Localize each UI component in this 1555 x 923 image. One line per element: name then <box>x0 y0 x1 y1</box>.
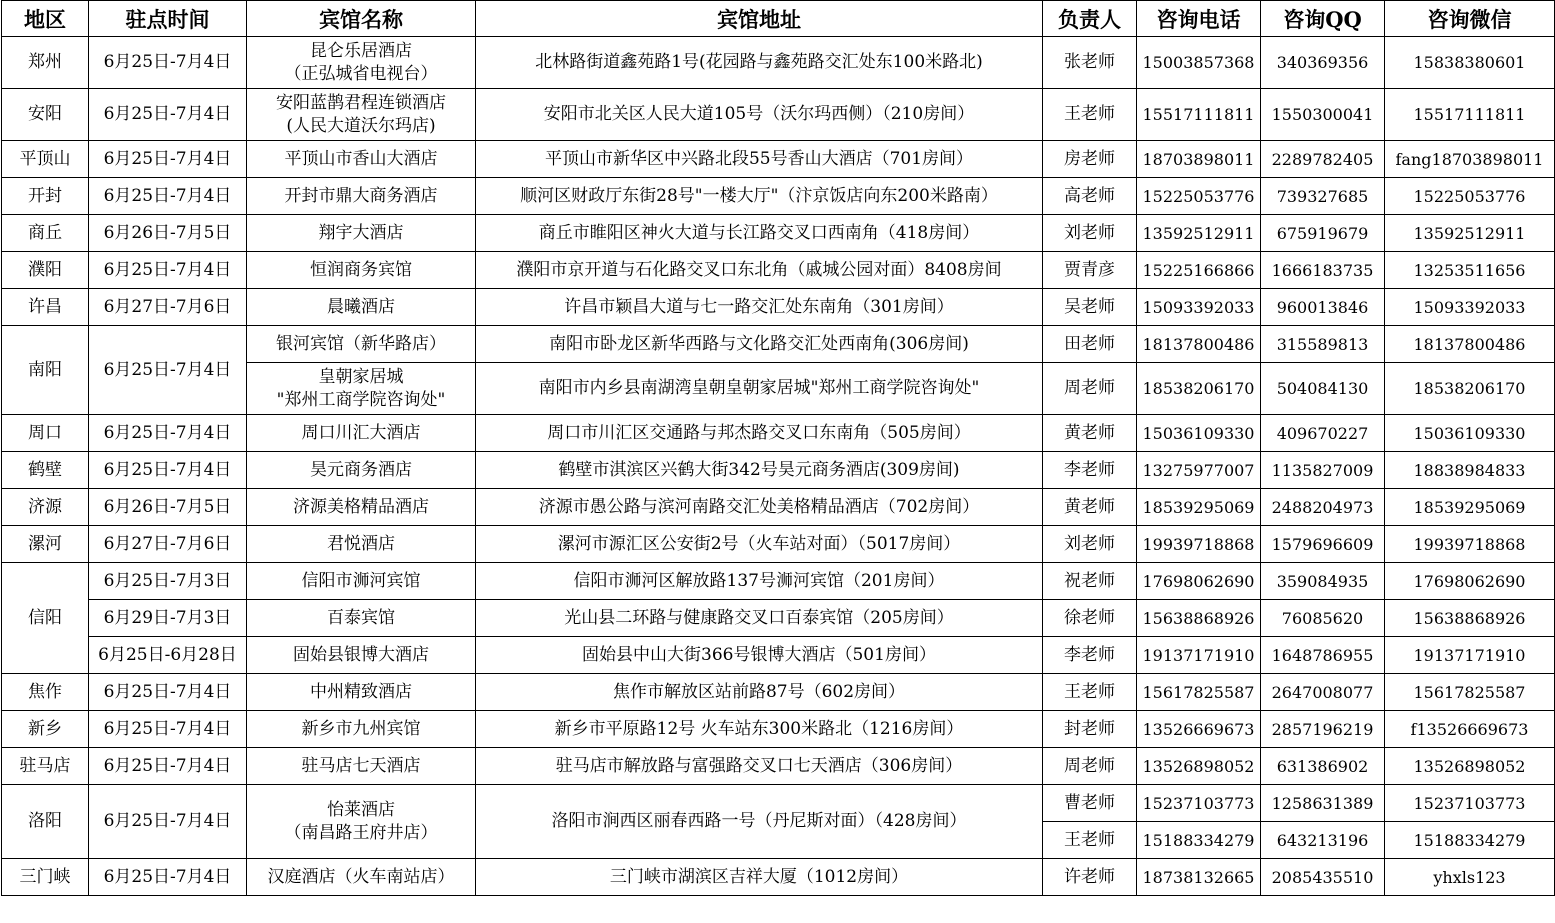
person-cell: 房老师 <box>1043 141 1137 178</box>
address-cell: 漯河市源汇区公安街2号（火车站对面）（5017房间） <box>476 526 1043 563</box>
hotel-contact-table <box>1 0 1555 896</box>
person-cell: 张老师 <box>1043 37 1137 89</box>
header-time: 驻点时间 <box>89 1 247 37</box>
hotel-cell: 汉庭酒店（火车南站店） <box>247 859 476 896</box>
hotel-cell: 驻马店七天酒店 <box>247 748 476 785</box>
time-cell: 6月26日-7月5日 <box>89 489 247 526</box>
person-cell: 周老师 <box>1043 748 1137 785</box>
phone-cell: 18703898011 <box>1137 141 1261 178</box>
address-cell: 新乡市平原路12号 火车站东300米路北（1216房间） <box>476 711 1043 748</box>
person-cell: 黄老师 <box>1043 415 1137 452</box>
hotel-cell: 开封市鼎大商务酒店 <box>247 178 476 215</box>
table-row <box>2 141 1555 178</box>
hotel-line: （南昌路王府井店） <box>284 822 438 843</box>
time-cell: 6月25日-7月4日 <box>89 674 247 711</box>
hotel-line: （正弘城省电视台） <box>284 63 438 84</box>
address-cell: 洛阳市涧西区丽春西路一号（丹尼斯对面）（428房间） <box>476 785 1043 859</box>
header-wechat: 咨询微信 <box>1385 1 1555 37</box>
person-cell: 祝老师 <box>1043 563 1137 600</box>
time-cell: 6月25日-6月28日 <box>89 637 247 674</box>
person-cell: 许老师 <box>1043 859 1137 896</box>
qq-cell: 2289782405 <box>1261 141 1385 178</box>
wechat-cell: 18538206170 <box>1385 363 1555 415</box>
qq-cell: 643213196 <box>1261 822 1385 859</box>
person-cell: 李老师 <box>1043 637 1137 674</box>
person-cell: 吴老师 <box>1043 289 1137 326</box>
time-cell: 6月25日-7月4日 <box>89 452 247 489</box>
wechat-cell: 15517111811 <box>1385 89 1555 141</box>
table-row <box>2 289 1555 326</box>
hotel-line: 昆仑乐居酒店 <box>310 40 412 61</box>
hotel-cell: 君悦酒店 <box>247 526 476 563</box>
wechat-cell: 18838984833 <box>1385 452 1555 489</box>
hotel-cell: 平顶山市香山大酒店 <box>247 141 476 178</box>
qq-cell: 2857196219 <box>1261 711 1385 748</box>
table-row <box>2 526 1555 563</box>
phone-cell: 17698062690 <box>1137 563 1261 600</box>
phone-cell: 15036109330 <box>1137 415 1261 452</box>
region-cell: 周口 <box>2 415 89 452</box>
time-cell: 6月25日-7月4日 <box>89 415 247 452</box>
person-cell: 曹老师 <box>1043 785 1137 822</box>
header-region: 地区 <box>2 1 89 37</box>
qq-cell: 960013846 <box>1261 289 1385 326</box>
region-cell: 漯河 <box>2 526 89 563</box>
phone-cell: 19939718868 <box>1137 526 1261 563</box>
phone-cell: 13275977007 <box>1137 452 1261 489</box>
person-cell: 周老师 <box>1043 363 1137 415</box>
address-cell: 安阳市北关区人民大道105号（沃尔玛西侧）（210房间） <box>476 89 1043 141</box>
person-cell: 王老师 <box>1043 822 1137 859</box>
region-cell: 濮阳 <box>2 252 89 289</box>
qq-cell: 2085435510 <box>1261 859 1385 896</box>
table-row <box>2 326 1555 363</box>
phone-cell: 15638868926 <box>1137 600 1261 637</box>
phone-cell: 15225166866 <box>1137 252 1261 289</box>
wechat-cell: fang18703898011 <box>1385 141 1555 178</box>
phone-cell: 18738132665 <box>1137 859 1261 896</box>
hotel-cell <box>247 89 476 141</box>
time-cell: 6月25日-7月4日 <box>89 141 247 178</box>
hotel-line: (人民大道沃尔玛店) <box>286 115 436 136</box>
region-cell: 南阳 <box>2 326 89 415</box>
wechat-cell: 13592512911 <box>1385 215 1555 252</box>
time-cell: 6月26日-7月5日 <box>89 215 247 252</box>
time-cell: 6月25日-7月4日 <box>89 326 247 415</box>
region-cell: 信阳 <box>2 563 89 674</box>
person-cell: 黄老师 <box>1043 489 1137 526</box>
table-row <box>2 178 1555 215</box>
wechat-cell: 15617825587 <box>1385 674 1555 711</box>
address-cell: 许昌市颖昌大道与七一路交汇处东南角（301房间） <box>476 289 1043 326</box>
person-cell: 高老师 <box>1043 178 1137 215</box>
address-cell: 济源市愚公路与滨河南路交汇处美格精品酒店（702房间） <box>476 489 1043 526</box>
hotel-line: 怡莱酒店 <box>327 799 395 820</box>
table-row <box>2 37 1555 89</box>
wechat-cell: 18137800486 <box>1385 326 1555 363</box>
hotel-cell: 百泰宾馆 <box>247 600 476 637</box>
qq-cell: 1135827009 <box>1261 452 1385 489</box>
wechat-cell: yhxls123 <box>1385 859 1555 896</box>
time-cell: 6月27日-7月6日 <box>89 289 247 326</box>
time-cell: 6月25日-7月4日 <box>89 785 247 859</box>
phone-cell: 15617825587 <box>1137 674 1261 711</box>
header-hotel-name: 宾馆名称 <box>247 1 476 37</box>
hotel-cell: 周口川汇大酒店 <box>247 415 476 452</box>
table-row <box>2 452 1555 489</box>
wechat-cell: 15638868926 <box>1385 600 1555 637</box>
address-cell: 濮阳市京开道与石化路交叉口东北角（戚城公园对面）8408房间 <box>476 252 1043 289</box>
region-cell: 新乡 <box>2 711 89 748</box>
wechat-cell: 18539295069 <box>1385 489 1555 526</box>
qq-cell: 2488204973 <box>1261 489 1385 526</box>
time-cell: 6月25日-7月4日 <box>89 711 247 748</box>
region-cell: 开封 <box>2 178 89 215</box>
time-cell: 6月25日-7月4日 <box>89 252 247 289</box>
qq-cell: 1648786955 <box>1261 637 1385 674</box>
qq-cell: 631386902 <box>1261 748 1385 785</box>
address-cell: 平顶山市新华区中兴路北段55号香山大酒店（701房间） <box>476 141 1043 178</box>
wechat-cell: 15036109330 <box>1385 415 1555 452</box>
wechat-cell: 17698062690 <box>1385 563 1555 600</box>
wechat-cell: 13526898052 <box>1385 748 1555 785</box>
time-cell: 6月25日-7月4日 <box>89 178 247 215</box>
person-cell: 刘老师 <box>1043 215 1137 252</box>
address-cell: 三门峡市湖滨区吉祥大厦（1012房间） <box>476 859 1043 896</box>
header-person: 负责人 <box>1043 1 1137 37</box>
table-row <box>2 89 1555 141</box>
address-cell: 驻马店市解放路与富强路交叉口七天酒店（306房间） <box>476 748 1043 785</box>
qq-cell: 739327685 <box>1261 178 1385 215</box>
region-cell: 许昌 <box>2 289 89 326</box>
table-row <box>2 415 1555 452</box>
wechat-cell: 15225053776 <box>1385 178 1555 215</box>
region-cell: 安阳 <box>2 89 89 141</box>
qq-cell: 1579696609 <box>1261 526 1385 563</box>
phone-cell: 13526898052 <box>1137 748 1261 785</box>
wechat-cell: 15237103773 <box>1385 785 1555 822</box>
region-cell: 郑州 <box>2 37 89 89</box>
qq-cell: 359084935 <box>1261 563 1385 600</box>
hotel-cell: 济源美格精品酒店 <box>247 489 476 526</box>
qq-cell: 675919679 <box>1261 215 1385 252</box>
table-row <box>2 674 1555 711</box>
phone-cell: 15225053776 <box>1137 178 1261 215</box>
hotel-cell: 固始县银博大酒店 <box>247 637 476 674</box>
phone-cell: 18538206170 <box>1137 363 1261 415</box>
person-cell: 李老师 <box>1043 452 1137 489</box>
header-qq: 咨询QQ <box>1261 1 1385 37</box>
address-cell: 南阳市卧龙区新华西路与文化路交汇处西南角(306房间) <box>476 326 1043 363</box>
time-cell: 6月25日-7月4日 <box>89 89 247 141</box>
address-cell: 鹤壁市淇滨区兴鹤大街342号昊元商务酒店(309房间) <box>476 452 1043 489</box>
hotel-cell: 信阳市浉河宾馆 <box>247 563 476 600</box>
table-row <box>2 489 1555 526</box>
time-cell: 6月29日-7月3日 <box>89 600 247 637</box>
table-row <box>2 600 1555 637</box>
table-row <box>2 748 1555 785</box>
region-cell: 平顶山 <box>2 141 89 178</box>
time-cell: 6月25日-7月3日 <box>89 563 247 600</box>
hotel-cell: 银河宾馆（新华路店） <box>247 326 476 363</box>
person-cell: 徐老师 <box>1043 600 1137 637</box>
phone-cell: 19137171910 <box>1137 637 1261 674</box>
region-cell: 焦作 <box>2 674 89 711</box>
phone-cell: 15188334279 <box>1137 822 1261 859</box>
wechat-cell: 15188334279 <box>1385 822 1555 859</box>
qq-cell: 315589813 <box>1261 326 1385 363</box>
person-cell: 封老师 <box>1043 711 1137 748</box>
phone-cell: 15517111811 <box>1137 89 1261 141</box>
phone-cell: 15237103773 <box>1137 785 1261 822</box>
wechat-cell: 13253511656 <box>1385 252 1555 289</box>
hotel-cell: 中州精致酒店 <box>247 674 476 711</box>
header-row <box>2 1 1555 37</box>
region-cell: 驻马店 <box>2 748 89 785</box>
address-cell: 焦作市解放区站前路87号（602房间） <box>476 674 1043 711</box>
table-row <box>2 252 1555 289</box>
table-row <box>2 563 1555 600</box>
hotel-cell: 恒润商务宾馆 <box>247 252 476 289</box>
region-cell: 三门峡 <box>2 859 89 896</box>
qq-cell: 340369356 <box>1261 37 1385 89</box>
qq-cell: 2647008077 <box>1261 674 1385 711</box>
address-cell: 信阳市浉河区解放路137号浉河宾馆（201房间） <box>476 563 1043 600</box>
phone-cell: 15003857368 <box>1137 37 1261 89</box>
hotel-cell: 新乡市九州宾馆 <box>247 711 476 748</box>
phone-cell: 15093392033 <box>1137 289 1261 326</box>
qq-cell: 1666183735 <box>1261 252 1385 289</box>
person-cell: 王老师 <box>1043 89 1137 141</box>
phone-cell: 13592512911 <box>1137 215 1261 252</box>
phone-cell: 13526669673 <box>1137 711 1261 748</box>
wechat-cell: f13526669673 <box>1385 711 1555 748</box>
hotel-cell: 翔宇大酒店 <box>247 215 476 252</box>
qq-cell: 409670227 <box>1261 415 1385 452</box>
qq-cell: 504084130 <box>1261 363 1385 415</box>
phone-cell: 18539295069 <box>1137 489 1261 526</box>
address-cell: 商丘市睢阳区神火大道与长江路交叉口西南角（418房间） <box>476 215 1043 252</box>
address-cell: 光山县二环路与健康路交叉口百泰宾馆（205房间） <box>476 600 1043 637</box>
table-row <box>2 215 1555 252</box>
time-cell: 6月25日-7月4日 <box>89 37 247 89</box>
region-cell: 鹤壁 <box>2 452 89 489</box>
table-row <box>2 711 1555 748</box>
qq-cell: 1550300041 <box>1261 89 1385 141</box>
hotel-cell: 晨曦酒店 <box>247 289 476 326</box>
wechat-cell: 19939718868 <box>1385 526 1555 563</box>
hotel-cell <box>247 363 476 415</box>
phone-cell: 18137800486 <box>1137 326 1261 363</box>
person-cell: 刘老师 <box>1043 526 1137 563</box>
table-row <box>2 785 1555 822</box>
time-cell: 6月25日-7月4日 <box>89 859 247 896</box>
person-cell: 王老师 <box>1043 674 1137 711</box>
address-cell: 顺河区财政厅东街28号"一楼大厅"（汴京饭店向东200米路南） <box>476 178 1043 215</box>
person-cell: 贾青彦 <box>1043 252 1137 289</box>
header-phone: 咨询电话 <box>1137 1 1261 37</box>
hotel-line: 皇朝家居城 <box>318 366 404 387</box>
wechat-cell: 19137171910 <box>1385 637 1555 674</box>
address-cell: 北林路街道鑫苑路1号(花园路与鑫苑路交汇处东100米路北) <box>476 37 1043 89</box>
wechat-cell: 15838380601 <box>1385 37 1555 89</box>
table-row <box>2 859 1555 896</box>
address-cell: 南阳市内乡县南湖湾皇朝皇朝家居城"郑州工商学院咨询处" <box>476 363 1043 415</box>
person-cell: 田老师 <box>1043 326 1137 363</box>
address-cell: 周口市川汇区交通路与邦杰路交叉口东南角（505房间） <box>476 415 1043 452</box>
hotel-cell: 昊元商务酒店 <box>247 452 476 489</box>
address-cell: 固始县中山大街366号银博大酒店（501房间） <box>476 637 1043 674</box>
hotel-line: 安阳蓝鹊君程连锁酒店 <box>276 92 446 113</box>
hotel-cell <box>247 785 476 859</box>
table-row <box>2 637 1555 674</box>
qq-cell: 76085620 <box>1261 600 1385 637</box>
time-cell: 6月27日-7月6日 <box>89 526 247 563</box>
wechat-cell: 15093392033 <box>1385 289 1555 326</box>
hotel-cell <box>247 37 476 89</box>
region-cell: 济源 <box>2 489 89 526</box>
header-hotel-address: 宾馆地址 <box>476 1 1043 37</box>
region-cell: 商丘 <box>2 215 89 252</box>
qq-cell: 1258631389 <box>1261 785 1385 822</box>
hotel-line: "郑州工商学院咨询处" <box>276 389 446 410</box>
time-cell: 6月25日-7月4日 <box>89 748 247 785</box>
region-cell: 洛阳 <box>2 785 89 859</box>
